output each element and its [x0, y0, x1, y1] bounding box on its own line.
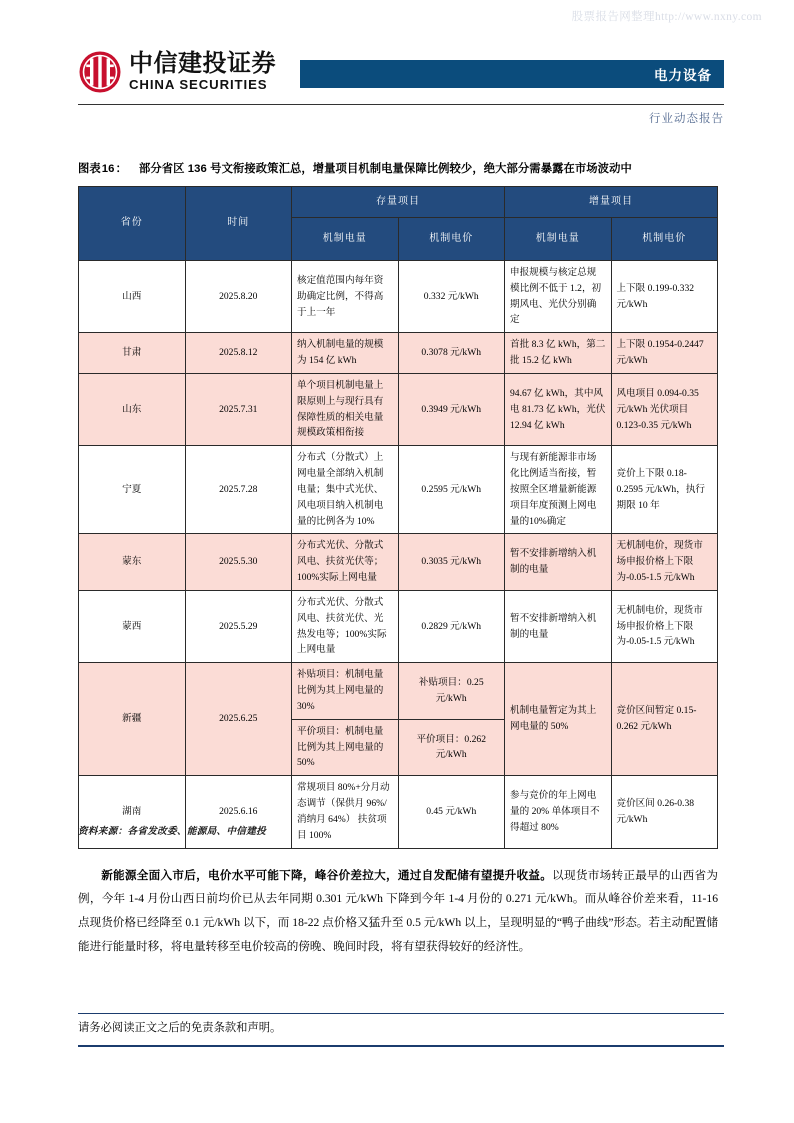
table-row — [79, 663, 718, 719]
cell-time: 2025.6.25 — [185, 663, 292, 776]
cell-stock-price-subsidy: 补贴项目：0.25 元/kWh — [398, 663, 505, 719]
cell-stock-price: 0.3035 元/kWh — [398, 534, 505, 590]
cell-stock-price-parity: 平价项目：0.262 元/kWh — [398, 719, 505, 775]
cell-province: 湖南 — [79, 776, 186, 848]
table-row — [79, 261, 718, 333]
col-header-stock-volume: 机制电量 — [292, 218, 399, 261]
cell-stock-volume: 纳入机制电量的规模为 154 亿 kWh — [292, 333, 399, 374]
cell-stock-volume: 核定值范围内每年资助确定比例，不得高于上一年 — [292, 261, 399, 333]
exhibit-label: 图表 — [78, 163, 101, 175]
col-header-inc-price: 机制电价 — [611, 218, 718, 261]
table-row — [79, 776, 718, 848]
cell-stock-volume-subsidy: 补贴项目：机制电量比例为其上网电量的 30% — [292, 663, 399, 719]
cell-inc-price: 风电项目 0.094-0.35 元/kWh 光伏项目 0.123-0.35 元/kWh — [611, 373, 718, 445]
policy-table-body — [79, 261, 718, 849]
col-header-inc-volume: 机制电量 — [505, 218, 612, 261]
page-header — [78, 46, 724, 102]
cell-time: 2025.5.29 — [185, 590, 292, 662]
cell-stock-volume: 分布式光伏、分散式风电、扶贫光伏、光热发电等；100%实际上网电量 — [292, 590, 399, 662]
table-group-header-row — [79, 187, 718, 218]
col-header-time: 时间 — [185, 187, 292, 261]
table-row — [79, 590, 718, 662]
brand-name-cn: 中信建投证券 — [129, 50, 276, 78]
cell-stock-price: 0.2829 元/kWh — [398, 590, 505, 662]
cell-inc-volume: 参与竞价的年上网电量的 20% 单体项目不得超过 80% — [505, 776, 612, 848]
exhibit-title-text: 部分省区 136 号文衔接政策汇总，增量项目机制电量保障比例较少，绝大部分需暴露在市场波动中 — [138, 163, 632, 175]
cell-time: 2025.7.28 — [185, 446, 292, 534]
cell-inc-price: 上下限 0.199-0.332 元/kWh — [611, 261, 718, 333]
cell-time: 2025.8.20 — [185, 261, 292, 333]
cell-time: 2025.6.16 — [185, 776, 292, 848]
group-header-increment: 增量项目 — [505, 187, 718, 218]
sector-label: 电力设备 — [654, 68, 712, 83]
cell-stock-price: 0.332 元/kWh — [398, 261, 505, 333]
cell-stock-volume: 分布式光伏、分散式风电、扶贫光伏等；100%实际上网电量 — [292, 534, 399, 590]
citic-emblem-icon — [78, 50, 122, 94]
body-paragraph-rest: 以现货市场转正最早的山西省为例，今年 1-4 月份山西日前均价已从去年同期 0.301 元/kWh 下降到今年 1-4 月份的 0.271 元/kWh。而从峰谷价差来看，11-16 点现货价格已经降至 0.1 元/kWh 以下，而 18-22 点价格又猛升至 0.5 元/kWh 以上，呈现明显的“鸭子曲线”形态。若主动配置储能进行能量时移，将电量转移至电价较高的傍晚、晚间时段，将有望获得较好的经济性。 — [78, 868, 718, 953]
col-header-stock-price: 机制电价 — [398, 218, 505, 261]
cell-province: 新疆 — [79, 663, 186, 776]
cell-inc-price: 竞价上下限 0.18-0.2595 元/kWh，执行期限 10 年 — [611, 446, 718, 534]
policy-table-head — [79, 187, 718, 261]
cell-stock-price: 0.3078 元/kWh — [398, 333, 505, 374]
cell-inc-volume: 暂不安排新增纳入机制的电量 — [505, 534, 612, 590]
policy-table-container — [78, 186, 718, 849]
cell-province: 山西 — [79, 261, 186, 333]
cell-time: 2025.8.12 — [185, 333, 292, 374]
body-paragraph-lead: 新能源全面入市后，电价水平可能下降，峰谷价差拉大，通过自发配储有望提升收益。 — [101, 868, 553, 882]
cell-inc-volume: 申报规模与核定总规模比例不低于 1.2，初期风电、光伏分别确定 — [505, 261, 612, 333]
cell-stock-volume: 分布式（分散式）上网电量全部纳入机制电量；集中式光伏、风电项目纳入机制电量的比例各为 10% — [292, 446, 399, 534]
header-divider — [78, 104, 724, 105]
exhibit-number: 16 — [101, 163, 115, 175]
cell-inc-volume: 暂不安排新增纳入机制的电量 — [505, 590, 612, 662]
cell-province: 甘肃 — [79, 333, 186, 374]
watermark: 股票报告网整理http://www.nxny.com — [571, 11, 762, 23]
cell-province: 蒙东 — [79, 534, 186, 590]
cell-stock-volume: 单个项目机制电量上限原则上与现行具有保障性质的相关电量规模政策相衔接 — [292, 373, 399, 445]
cell-inc-volume: 94.67 亿 kWh，其中风电 81.73 亿 kWh，光伏 12.94 亿 kWh — [505, 373, 612, 445]
exhibit-caption — [78, 160, 734, 176]
brand-logo — [78, 46, 276, 98]
cell-province: 山东 — [79, 373, 186, 445]
source-note: 资料来源：各省发改委、能源局、中信建投 — [78, 826, 266, 837]
brand-wordmark — [129, 52, 276, 91]
brand-name-en: CHINA SECURITIES — [129, 77, 268, 93]
exhibit-colon: ： — [115, 163, 127, 175]
cell-stock-price: 0.2595 元/kWh — [398, 446, 505, 534]
cell-stock-volume: 常规项目 80%+分月动态调节（保供月 96%/消纳月 64%） 扶贫项目 100% — [292, 776, 399, 848]
cell-inc-volume: 机制电量暂定为其上网电量的 50% — [505, 663, 612, 776]
table-row — [79, 534, 718, 590]
cell-time: 2025.7.31 — [185, 373, 292, 445]
table-row — [79, 333, 718, 374]
cell-province: 宁夏 — [79, 446, 186, 534]
cell-inc-volume: 与现有新能源非市场化比例适当衔接，暂按照全区增量新能源项目年度预测上网电量的10%确定 — [505, 446, 612, 534]
cell-stock-price: 0.45 元/kWh — [398, 776, 505, 848]
cell-inc-price: 竞价区间暂定 0.15-0.262 元/kWh — [611, 663, 718, 776]
body-paragraph — [78, 864, 718, 959]
cell-inc-price: 竞价区间 0.26-0.38 元/kWh — [611, 776, 718, 848]
footer-divider-bottom — [78, 1045, 724, 1047]
footer-disclaimer: 请务必阅读正文之后的免责条款和声明。 — [78, 1022, 282, 1034]
cell-province: 蒙西 — [79, 590, 186, 662]
cell-stock-price: 0.3949 元/kWh — [398, 373, 505, 445]
cell-inc-price: 无机制电价，现货市场申报价格上下限为-0.05-1.5 元/kWh — [611, 590, 718, 662]
footer-divider-top — [78, 1013, 724, 1014]
sector-banner — [300, 60, 724, 88]
col-header-province: 省份 — [79, 187, 186, 261]
cell-inc-price: 上下限 0.1954-0.2447 元/kWh — [611, 333, 718, 374]
cell-time: 2025.5.30 — [185, 534, 292, 590]
cell-inc-price: 无机制电价，现货市场申报价格上下限为-0.05-1.5 元/kWh — [611, 534, 718, 590]
cell-stock-volume-parity: 平价项目：机制电量比例为其上网电量的 50% — [292, 719, 399, 775]
policy-table — [78, 186, 718, 849]
group-header-stock: 存量项目 — [292, 187, 505, 218]
table-row — [79, 373, 718, 445]
table-row — [79, 446, 718, 534]
cell-inc-volume: 首批 8.3 亿 kWh，第二批 15.2 亿 kWh — [505, 333, 612, 374]
report-type-label: 行业动态报告 — [649, 113, 724, 125]
